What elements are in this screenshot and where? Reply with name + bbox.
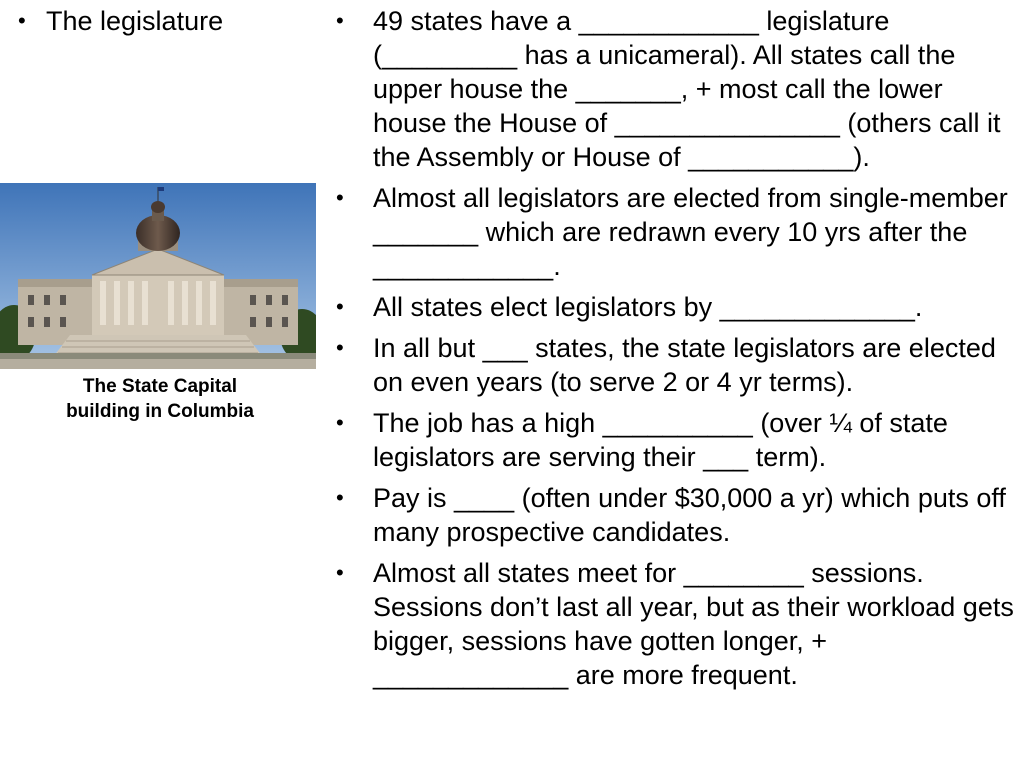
left-heading [18, 4, 223, 38]
list-item-text: Almost all states meet for ________ sessions. Sessions don’t last all year, but as their workload gets bigger, sessions have gotten longer, + _____________ are more frequent. [373, 558, 1014, 690]
list-item [336, 556, 1022, 692]
bullet-icon: • [336, 185, 344, 210]
bullet-icon: • [336, 485, 344, 510]
list-item-text: 49 states have a ____________ legislature (_________ has a unicameral). All states call the upper house the _______, + most call the lower house the House of _______________ (others call it the Assembly or House of ___________). [373, 6, 1001, 172]
bullet-icon: • [336, 335, 344, 360]
list-item-text: Almost all legislators are elected from single-member _______ which are redrawn every 10 yrs after the ____________. [373, 183, 1008, 281]
list-item [336, 181, 1022, 283]
list-item [336, 481, 1022, 549]
list-item-text: Pay is ____ (often under $30,000 a yr) which puts off many prospective candidates. [373, 483, 1006, 547]
bullet-icon: • [336, 560, 344, 585]
bullet-icon: • [18, 8, 26, 33]
list-item-text: In all but ___ states, the state legislators are elected on even years (to serve 2 or 4 yr terms). [373, 333, 996, 397]
caption-line-2: building in Columbia [66, 401, 254, 422]
list-item [336, 406, 1022, 474]
list-item [336, 290, 1022, 324]
caption-line-1: The State Capital [82, 376, 238, 397]
bullet-icon: • [336, 410, 344, 435]
list-item-text: All states elect legislators by _____________. [373, 292, 923, 322]
heading-text: The legislature [46, 6, 224, 36]
list-item-text: The job has a high __________ (over ¼ of state legislators are serving their ___ term). [373, 408, 948, 472]
list-item [336, 331, 1022, 399]
photo-caption [0, 374, 320, 424]
list-item [336, 4, 1022, 174]
notes-bullet-list [336, 4, 1022, 699]
bullet-icon: • [336, 8, 344, 33]
bullet-icon: • [336, 294, 344, 319]
state-capitol-photo [0, 183, 316, 369]
